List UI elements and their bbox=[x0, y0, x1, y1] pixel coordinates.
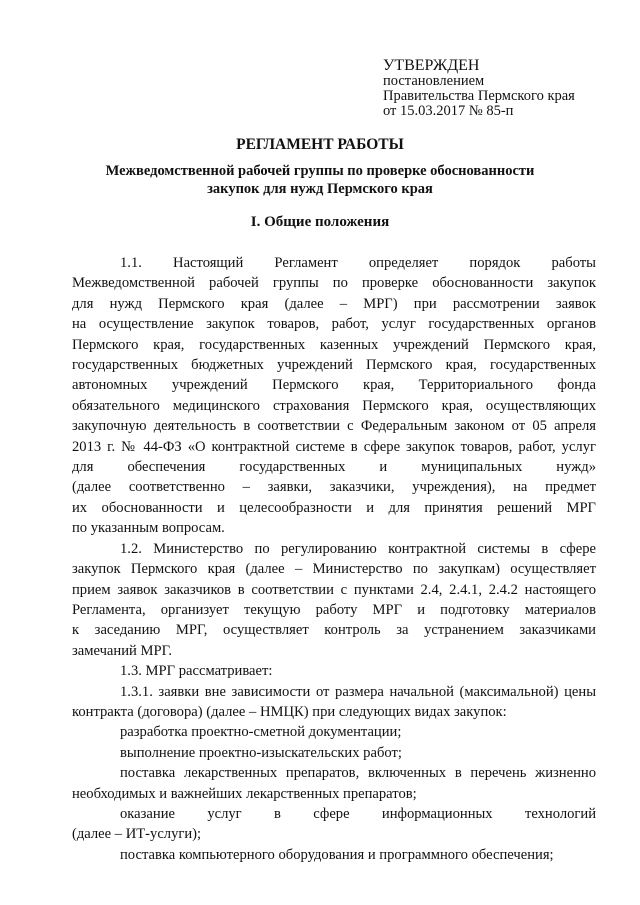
text-line: по указанным вопросам. bbox=[72, 520, 225, 537]
text-line: на осуществление закупок товаров, работ, услуг государственных органов bbox=[72, 316, 596, 333]
text-line: их обоснованности и целесообразности и для принятия решений МРГ bbox=[72, 499, 596, 516]
text-line: для нужд Пермского края (далее – МРГ) при рассмотрении заявок bbox=[72, 295, 596, 312]
list-item bbox=[72, 722, 596, 742]
text-line: Регламента, организует текущую работу МРГ и подготовку материалов bbox=[72, 601, 596, 618]
text-line: закупок Пермского края (далее – Министерство по закупкам) осуществляет bbox=[72, 561, 596, 578]
list-item bbox=[72, 763, 596, 804]
list-item bbox=[72, 743, 596, 763]
approval-line: постановлением bbox=[383, 73, 485, 89]
text-line: поставка компьютерного оборудования и программного обеспечения; bbox=[120, 846, 554, 863]
text-line: поставка лекарственных препаратов, включенных в перечень жизненно bbox=[120, 765, 596, 782]
paragraph-1-1 bbox=[72, 253, 596, 539]
text-line: (далее соответственно – заявки, заказчики, учреждения), на предмет bbox=[72, 479, 596, 496]
text-line: (далее – ИТ-услуги); bbox=[72, 826, 202, 843]
text-line: выполнение проектно-изыскательских работ; bbox=[120, 744, 402, 761]
subtitle-line: Межведомственной рабочей группы по проверке обоснованности bbox=[105, 163, 535, 179]
text-line: 1.2. Министерство по регулированию контрактной системы в сфере bbox=[120, 540, 596, 557]
text-line: прием заявок заказчиков в соответствии с пунктами 2.4, 2.4.1, 2.4.2 настоящего bbox=[72, 581, 596, 598]
text-line: автономных учреждений Пермского края, Территориального фонда bbox=[72, 377, 596, 394]
approval-line: Правительства Пермского края bbox=[383, 88, 575, 104]
document-title: РЕГЛАМЕНТ РАБОТЫ bbox=[236, 136, 404, 153]
text-line: 1.3.1. заявки вне зависимости от размера начальной (максимальной) цены bbox=[120, 683, 596, 700]
paragraph-1-3-1 bbox=[72, 682, 596, 723]
text-line: контракта (договора) (далее – НМЦК) при следующих видах закупок: bbox=[72, 703, 507, 720]
text-line: 1.1. Настоящий Регламент определяет порядок работы bbox=[120, 255, 596, 271]
text-line: замечаний МРГ. bbox=[72, 642, 173, 659]
document-body bbox=[72, 253, 596, 865]
list-item bbox=[72, 845, 596, 865]
text-line: разработка проектно-сметной документации; bbox=[120, 724, 402, 741]
text-line: государственных бюджетных учреждений Пермского края, государственных bbox=[72, 357, 596, 374]
text-line: обязательного медицинского страхования Пермского края, осуществляющих bbox=[72, 397, 596, 414]
subtitle-line: закупок для нужд Пермского края bbox=[207, 181, 433, 197]
text-line: для обеспечения государственных и муниципальных нужд» bbox=[72, 459, 596, 476]
document-subtitle bbox=[0, 162, 640, 198]
paragraph-1-3 bbox=[72, 661, 596, 681]
approval-stamp: УТВЕРЖДЕН bbox=[383, 57, 480, 74]
paragraph-1-2 bbox=[72, 539, 596, 661]
approval-line: от 15.03.2017 № 85-п bbox=[383, 103, 514, 119]
text-line: к заседанию МРГ, осуществляет контроль за устранением заказчиками bbox=[72, 622, 596, 639]
section-title: I. Общие положения bbox=[250, 214, 390, 230]
text-line: закупочную деятельность в соответствии с Федеральным законом от 05 апреля bbox=[72, 418, 596, 435]
list-item bbox=[72, 804, 596, 845]
text-line: 1.3. МРГ рассматривает: bbox=[120, 663, 273, 680]
text-line: 2013 г. № 44-ФЗ «О контрактной системе в сфере закупок товаров, работ, услуг bbox=[72, 438, 596, 455]
approval-block bbox=[383, 57, 575, 119]
text-line: Пермского края, государственных казенных учреждений Пермского края, bbox=[72, 336, 596, 353]
text-line: оказание услуг в сфере информационных технологий bbox=[120, 805, 596, 822]
text-line: необходимых и важнейших лекарственных препаратов; bbox=[72, 785, 417, 802]
text-line: Межведомственной рабочей группы по проверке обоснованности закупок bbox=[72, 275, 596, 292]
